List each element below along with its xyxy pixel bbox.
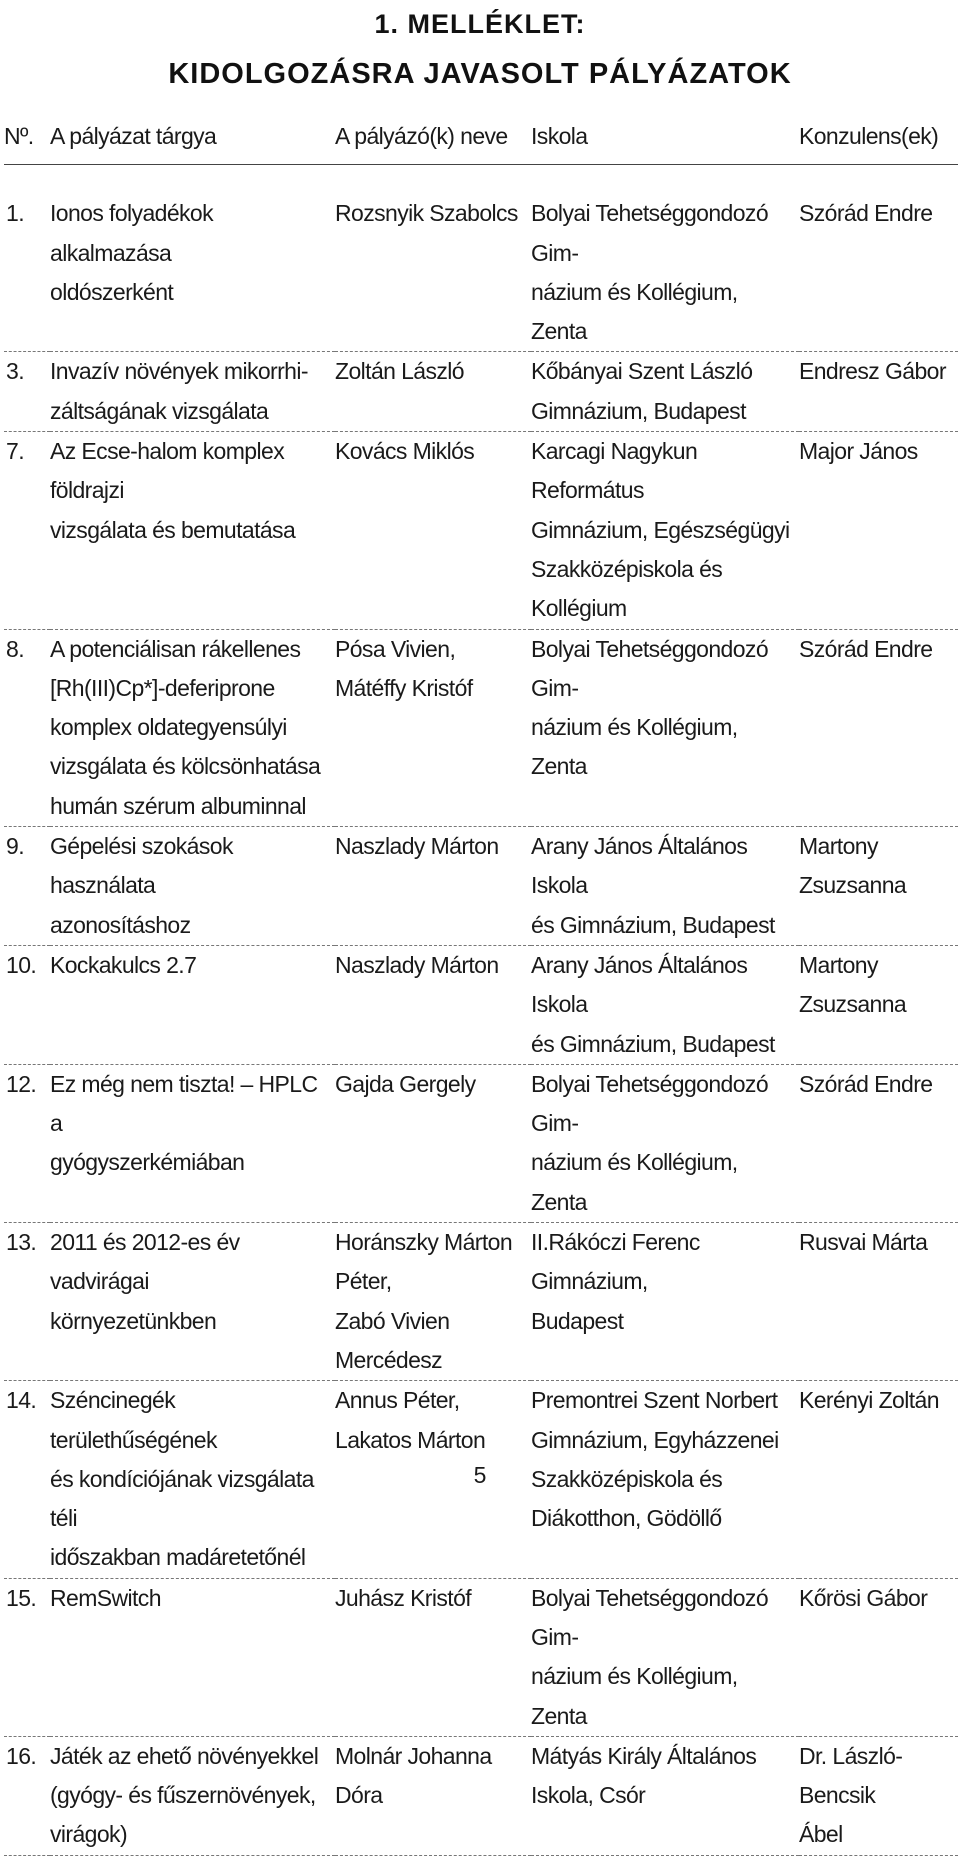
applicant-names [335, 629, 531, 826]
table-header-row [4, 112, 958, 165]
table-row [4, 629, 958, 826]
row-number: 7. [4, 432, 50, 629]
school-name-line: Mátyás Király Általános [531, 1742, 757, 1769]
school-name-line: Arany János Általános Iskola [531, 951, 748, 1018]
table-row [4, 945, 958, 1064]
consultant-names-line: Zsuzsanna [799, 872, 907, 899]
project-topic-line: (gyógy- és fűszernövények, [50, 1782, 316, 1809]
applicant-names [335, 432, 531, 629]
table-row [4, 1064, 958, 1222]
project-topic-line: oldószerként [50, 278, 174, 305]
row-number: 12. [4, 1064, 50, 1222]
project-topic-line: Az Ecse-halom komplex földrajzi [50, 438, 285, 504]
row-number: 3. [4, 352, 50, 432]
school-name [531, 1736, 799, 1855]
school-name-line: Gimnázium, Egészségügyi [531, 516, 790, 543]
project-topic-line: humán szérum albuminnal [50, 792, 306, 819]
project-topic [50, 352, 335, 432]
consultant-names-line: Rusvai Márta [799, 1229, 928, 1256]
applicant-names [335, 1223, 531, 1381]
project-topic-line: [Rh(III)Cp*]-deferiprone [50, 674, 275, 701]
consultant-names [799, 165, 958, 352]
consultant-names-line: Dr. László-Bencsik [799, 1742, 903, 1809]
consultant-names [799, 629, 958, 826]
project-topic-line: Széncinegék területhűségének [50, 1387, 217, 1453]
column-header-consultant: Konzulens(ek) [799, 112, 958, 165]
applicant-names [335, 1064, 531, 1222]
column-header-number: Nº. [4, 112, 50, 165]
school-name [531, 945, 799, 1064]
applicant-names-line: Mátéffy Kristóf [335, 674, 473, 701]
applicant-names-line: Lakatos Márton [335, 1426, 486, 1453]
school-name-line: Premontrei Szent Norbert [531, 1387, 778, 1414]
consultant-names-line: Szórád Endre [799, 635, 933, 662]
applicant-names-line: Rozsnyik Szabolcs [335, 200, 518, 227]
school-name [531, 352, 799, 432]
project-topic-line: és kondíciójának vizsgálata téli [50, 1465, 314, 1532]
applicant-names [335, 352, 531, 432]
consultant-names-line: Szórád Endre [799, 1070, 933, 1097]
applicant-names-line: Péter, [335, 1268, 392, 1295]
row-number: 16. [4, 1736, 50, 1855]
row-number: 14. [4, 1381, 50, 1578]
applicant-names-line: Zabó Vivien [335, 1307, 450, 1334]
project-topic [50, 165, 335, 352]
applicant-names-line: Naszlady Márton [335, 833, 499, 860]
school-name [531, 1578, 799, 1736]
school-name [531, 1064, 799, 1222]
table-row [4, 1578, 958, 1736]
row-number: 13. [4, 1223, 50, 1381]
table-row [4, 1223, 958, 1381]
school-name-line: Bolyai Tehetséggondozó Gim- [531, 1584, 769, 1650]
project-topic-line: Kockakulcs 2.7 [50, 951, 197, 978]
school-name-line: Bolyai Tehetséggondozó Gim- [531, 1070, 769, 1137]
project-topic [50, 432, 335, 629]
project-topic [50, 827, 335, 946]
project-topic-line: Játék az ehető növényekkel [50, 1742, 319, 1769]
school-name-line: II.Rákóczi Ferenc Gimnázium, [531, 1229, 700, 1295]
column-header-applicant: A pályázó(k) neve [335, 112, 531, 165]
project-topic [50, 1578, 335, 1736]
applicant-names [335, 945, 531, 1064]
school-name-line: Karcagi Nagykun Református [531, 438, 698, 504]
projects-table [4, 112, 958, 1856]
consultant-names-line: Endresz Gábor [799, 358, 946, 385]
consultant-names [799, 352, 958, 432]
row-number: 15. [4, 1578, 50, 1736]
project-topic-line: Invazív növények mikorrhi- [50, 358, 308, 385]
consultant-names-line: Kerényi Zoltán [799, 1387, 939, 1414]
school-name-line: názium és Kollégium, Zenta [531, 1149, 738, 1215]
school-name-line: Budapest [531, 1307, 624, 1334]
school-name-line: Gimnázium, Egyházzenei [531, 1426, 779, 1453]
table-row [4, 827, 958, 946]
project-topic [50, 1064, 335, 1222]
project-topic-line: azonosításhoz [50, 911, 191, 938]
school-name-line: názium és Kollégium, Zenta [531, 278, 738, 345]
project-topic [50, 629, 335, 826]
consultant-names-line: Szórád Endre [799, 200, 933, 227]
consultant-names [799, 827, 958, 946]
table-row [4, 432, 958, 629]
school-name [531, 629, 799, 826]
table-row [4, 165, 958, 352]
consultant-names [799, 1064, 958, 1222]
school-name [531, 432, 799, 629]
appendix-title: 1. MELLÉKLET: [374, 9, 586, 39]
school-name-line: Bolyai Tehetséggondozó Gim- [531, 635, 769, 701]
applicant-names-line: Pósa Vivien, [335, 635, 456, 662]
row-number: 8. [4, 629, 50, 826]
project-topic-line: Ez még nem tiszta! – HPLC a [50, 1070, 318, 1137]
table-row [4, 1736, 958, 1855]
project-topic-line: vizsgálata és kölcsönhatása [50, 753, 321, 780]
project-topic-line: virágok) [50, 1821, 128, 1848]
project-topic-line: RemSwitch [50, 1584, 161, 1611]
applicant-names-line: Annus Péter, [335, 1387, 460, 1414]
project-topic-line: záltságának vizsgálata [50, 397, 269, 424]
applicant-names-line: Horánszky Márton [335, 1229, 513, 1256]
project-topic-line: 2011 és 2012-es év vadvirágai [50, 1229, 240, 1295]
consultant-names [799, 1578, 958, 1736]
applicant-names-line: Zoltán László [335, 358, 464, 385]
consultant-names [799, 1223, 958, 1381]
table-body [4, 165, 958, 1855]
applicant-names [335, 165, 531, 352]
school-name-line: názium és Kollégium, Zenta [531, 714, 738, 780]
applicant-names [335, 827, 531, 946]
school-name-line: Iskola, Csór [531, 1782, 646, 1809]
project-topic-line: időszakban madáretetőnél [50, 1544, 306, 1571]
document-title: KIDOLGOZÁSRA JAVASOLT PÁLYÁZATOK [168, 58, 792, 90]
applicant-names-line: Naszlady Márton [335, 951, 499, 978]
consultant-names [799, 945, 958, 1064]
project-topic-line: környezetünkben [50, 1307, 217, 1334]
project-topic-line: komplex oldategyensúlyi [50, 714, 287, 741]
table-row [4, 352, 958, 432]
column-header-topic: A pályázat tárgya [50, 112, 335, 165]
school-name [531, 165, 799, 352]
school-name-line: és Gimnázium, Budapest [531, 911, 775, 938]
consultant-names-line: Major János [799, 438, 918, 465]
project-topic [50, 945, 335, 1064]
school-name-line: Diákotthon, Gödöllő [531, 1505, 722, 1532]
project-topic [50, 1736, 335, 1855]
school-name-line: Kollégium [531, 595, 627, 622]
consultant-names [799, 432, 958, 629]
row-number: 1. [4, 165, 50, 352]
project-topic-line: A potenciálisan rákellenes [50, 635, 301, 662]
project-topic-line: Gépelési szokások használata [50, 833, 233, 899]
applicant-names-line: Mercédesz [335, 1346, 443, 1373]
school-name [531, 827, 799, 946]
school-name-line: Szakközépiskola és [531, 555, 723, 582]
row-number: 9. [4, 827, 50, 946]
column-header-school: Iskola [531, 112, 799, 165]
project-topic-line: Ionos folyadékok alkalmazása [50, 200, 214, 266]
school-name [531, 1223, 799, 1381]
school-name-line: Kőbányai Szent László [531, 358, 753, 385]
consultant-names-line: Ábel [799, 1821, 843, 1848]
row-number: 10. [4, 945, 50, 1064]
applicant-names-line: Molnár Johanna Dóra [335, 1742, 492, 1809]
consultant-names [799, 1736, 958, 1855]
school-name-line: Arany János Általános Iskola [531, 833, 748, 899]
applicant-names [335, 1578, 531, 1736]
consultant-names-line: Martony [799, 833, 878, 860]
applicant-names-line: Juhász Kristóf [335, 1584, 472, 1611]
project-topic-line: vizsgálata és bemutatása [50, 516, 296, 543]
consultant-names-line: Kőrösi Gábor [799, 1584, 928, 1611]
applicant-names-line: Kovács Miklós [335, 438, 475, 465]
consultant-names-line: Zsuzsanna [799, 991, 907, 1018]
school-name-line: Bolyai Tehetséggondozó Gim- [531, 200, 769, 266]
school-name-line: Gimnázium, Budapest [531, 397, 746, 424]
school-name-line: Szakközépiskola és [531, 1465, 723, 1492]
applicant-names-line: Gajda Gergely [335, 1070, 476, 1097]
school-name-line: és Gimnázium, Budapest [531, 1030, 775, 1057]
page-number: 5 [473, 1462, 487, 1488]
school-name-line: názium és Kollégium, Zenta [531, 1663, 738, 1729]
applicant-names [335, 1736, 531, 1855]
project-topic [50, 1223, 335, 1381]
consultant-names-line: Martony [799, 951, 878, 978]
project-topic-line: gyógyszerkémiában [50, 1149, 245, 1176]
